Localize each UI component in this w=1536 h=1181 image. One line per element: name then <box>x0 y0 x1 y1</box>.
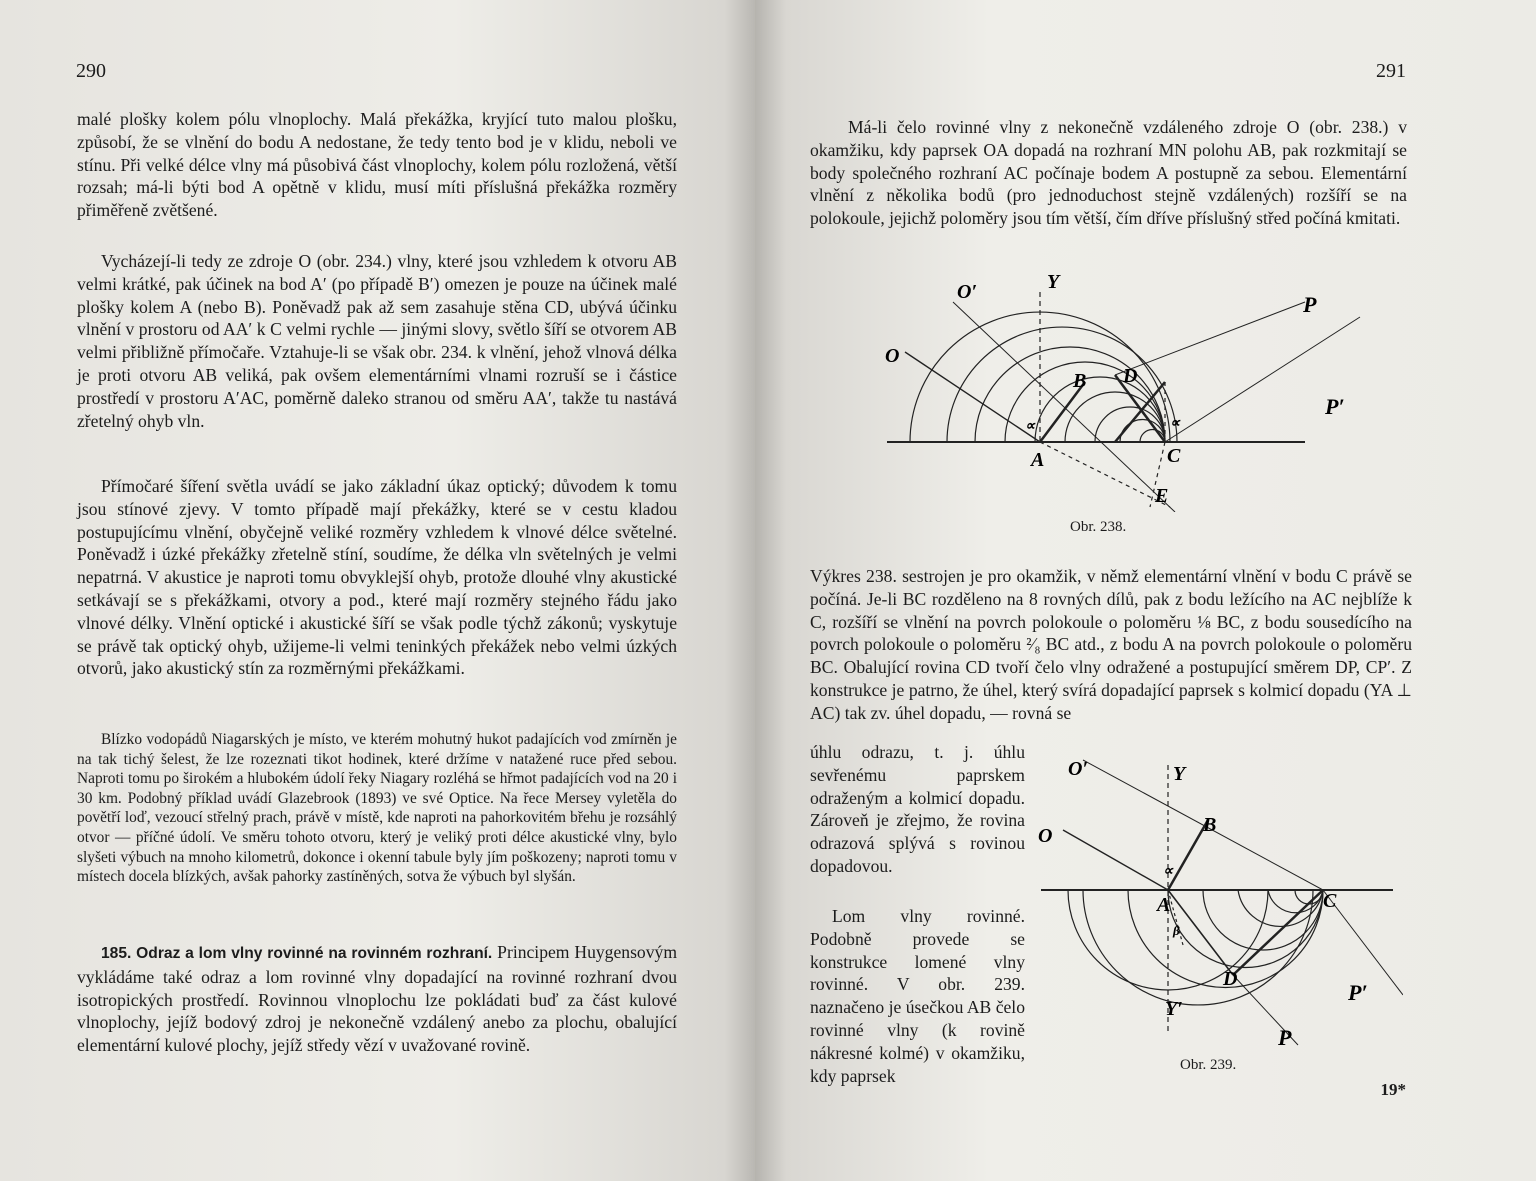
right-paragraph-3 <box>810 905 1025 1087</box>
right-page <box>755 0 1536 1181</box>
left-section-185 <box>77 941 677 1057</box>
paragraph-text: Lom vlny rovinné. Podobně provede se konstrukce lomené vlny rovinné. V obr. 239. naznačeno je úsečkou AB čelo rovinné vlny (k rovině nákresné kolmé) v okamžiku, kdy paprsek <box>810 906 1025 1086</box>
left-paragraph-3 <box>77 475 677 680</box>
label-B: B <box>1203 814 1217 836</box>
page-number-left: 290 <box>76 60 106 82</box>
label-O-prime: O′ <box>957 281 978 303</box>
paragraph-text: Výkres 238. sestrojen je pro okamžik, v němž elementární vlnění v bodu C právě se počíná. Je-li BC rozděleno na 8 rovných dílů, pak z bodu ležícího na AC nejblíže k C, rozšíří se vlnění na povrch polokoule o poloměru ⅛ BC, z bodu sousedícího na povrch polokoule o poloměru ²⁄₈ BC atd., z bodu A na povrch polokoule o poloměru BC. Obalující rovina CD tvoří čelo vlny odražené a postupující směrem DP, CP′. Z konstrukce je patrno, že úhel, který svírá dopadající paprsek s kolmicí dopadu (YA ⊥ AC) tak zv. úhel dopadu, — rovná se <box>810 566 1412 723</box>
left-page <box>0 0 755 1181</box>
section-title: 185. Odraz a lom vlny rovinné na rovinném rozhraní. <box>101 945 493 962</box>
label-O: O <box>1038 825 1053 847</box>
label-B: B <box>1073 370 1087 392</box>
label-alpha-1: ∝ <box>1025 419 1036 434</box>
label-A: A <box>1157 894 1171 916</box>
label-C: C <box>1167 445 1181 467</box>
left-paragraph-1 <box>77 108 677 222</box>
right-paragraph-2b <box>810 741 1025 878</box>
label-C: C <box>1323 890 1337 912</box>
label-P-prime: P′ <box>1325 394 1345 419</box>
label-P: P <box>1303 292 1317 317</box>
label-P-prime: P′ <box>1348 980 1368 1005</box>
left-paragraph-2 <box>77 250 677 432</box>
paragraph-text: malé plošky kolem pólu vlnoplochy. Malá překážka, kryjící tuto malou plošku, způsobí, že se vlnění do bodu A nedostane, že tedy tento bod je v klidu, neboli ve stínu. Při velké délce vlny má působivá část vlnoplochy, kolem pólu rozložená, větší rozsah; má-li býti bod A opětně v klidu, musí míti příslušná překážka rozměry přiměřeně zvětšené. <box>77 109 677 221</box>
fig239-caption: Obr. 239. <box>1180 1057 1237 1073</box>
right-paragraph-2 <box>810 565 1412 725</box>
label-Y-prime: Y′ <box>1165 998 1183 1020</box>
figure-239 <box>1033 745 1403 1055</box>
paragraph-text: Blízko vodopádů Niagarských je místo, ve kterém mohutný hukot padajících vod zmírněn je na tak tichý šelest, že lze rozeznati tikot hodinek, které držíme v natažené ruce před sebou. Naproti tomu po širokém a hlubokém údolí řeky Niagary rozléhá se hřmot padajících vod na 20 i 30 km. Podobný příklad uvádí Glazebrook (1893) ve své Optice. Na řece Mersey vyletěla do povětří loď, vezoucí střelný prach, právě v místě, kde naproti na pahorkovitém břehu je rozsáhlý otvor — příčné údolí. Ve směru tohoto otvoru, který je veliký proti délce akustické vlny, bylo slyšeti výbuch na mnoho kilometrů, dokonce i okenní tabule byly jím poškozeny; naproti tomu v místech docela blízkých, avšak pahorky zastíněných, sotva že výbuch byl slyšán. <box>77 731 677 886</box>
label-alpha: ∝ <box>1163 864 1174 879</box>
left-small-paragraph <box>77 730 677 887</box>
label-beta: β <box>1173 923 1180 938</box>
label-Y: Y <box>1047 271 1060 293</box>
label-O-prime: O′ <box>1068 758 1089 780</box>
label-D: D <box>1123 365 1138 387</box>
paragraph-text: Vycházejí-li tedy ze zdroje O (obr. 234.) vlny, které jsou vzhledem k otvoru AB velmi krátké, pak účinek na bod A′ (po případě B′) omezen je pouze na účinek malé plošky kolem A (nebo B). Poněvadž pak až sem zasahuje stěna CD, ubývá účinku vlnění v prostoru od AA′ k C velmi rychle — jinými slovy, světlo šíří se otvorem AB velmi přibližně přímočaře. Vztahuje-li se však obr. 234. k vlnění, jehož vlnová délka je proti otvoru AB veliká, pak ovšem elementárními vlnami rozruší se i částice prostředí v prostoru A′AC, poměrně daleko stranou od směru AA′, takže tu nastává zřetelný ohyb vln. <box>77 251 677 431</box>
label-O: O <box>885 345 900 367</box>
fig238-caption: Obr. 238. <box>1070 519 1127 535</box>
right-paragraph-1 <box>810 116 1407 230</box>
paragraph-text: Přímočaré šíření světla uvádí se jako základní úkaz optický; důvodem k tomu jsou stínové zjevy. V tomto případě mají překážky, které se v cestu kladou postupujícímu vlnění, obyčejně veliké rozměry vzhledem k vlnové délce světelné. Poněvadž i úzké překážky zřetelně stíní, soudíme, že délka vln světelných je velmi nepatrná. V akustice je naproti tomu obvyklejší ohyb, protože dlouhé vlny akustické setkávají se s překážkami, otvory a pod., které mají rozměry stejného řádu jako vlnové délky. Vlnění optické i akustické šíří se však podle týchž zákonů; vyskytuje se právě tak optický ohyb, užijeme-li velmi teninkých překážek nebo velmi úzkých otvorů, jako akustický stín za rozměrnými překážkami. <box>77 476 677 679</box>
paragraph-text: Principem Huygensovým vykládáme také odraz a lom rovinné vlny dopadající na rovinné rozhraní dvou isotropických prostředí. Rovinnou vlnoplochu lze pokládati buď za část kulové vlnoplochy, jejíž bodový zdroj je nekonečně vzdálený anebo za plochu, obalující elementární kulové plochy, jejíž středy vězí v uvažované rovině. <box>77 942 678 1056</box>
label-alpha-2: ∝ <box>1170 416 1181 431</box>
paragraph-text: Má-li čelo rovinné vlny z nekonečně vzdáleného zdroje O (obr. 238.) v okamžiku, kdy paprsek OA dopadá na rozhraní MN polohu AB, pak rozkmitají se body společného rozhraní AC počínaje bodem A postupně za sebou. Elementární vlnění z několika bodů (pro jednoduchost stejně vzdálených) rozšíří se na polokoule, jejichž poloměry jsou tím větší, čím dříve příslušný střed počíná kmitati. <box>810 117 1407 229</box>
label-E: E <box>1155 485 1169 507</box>
signature-mark: 19* <box>1380 1080 1406 1099</box>
paragraph-text: úhlu odrazu, t. j. úhlu sevřenému paprskem odraženým a kolmicí dopadu. Zároveň je zřejmo, že rovina odrazová splývá s rovinou dopadovou. <box>810 742 1025 876</box>
label-Y: Y <box>1173 763 1186 785</box>
label-A: A <box>1031 449 1045 471</box>
label-P: P <box>1278 1025 1292 1050</box>
page-number-right: 291 <box>1376 60 1406 82</box>
figure-238 <box>865 262 1365 512</box>
label-D: D <box>1223 968 1238 990</box>
